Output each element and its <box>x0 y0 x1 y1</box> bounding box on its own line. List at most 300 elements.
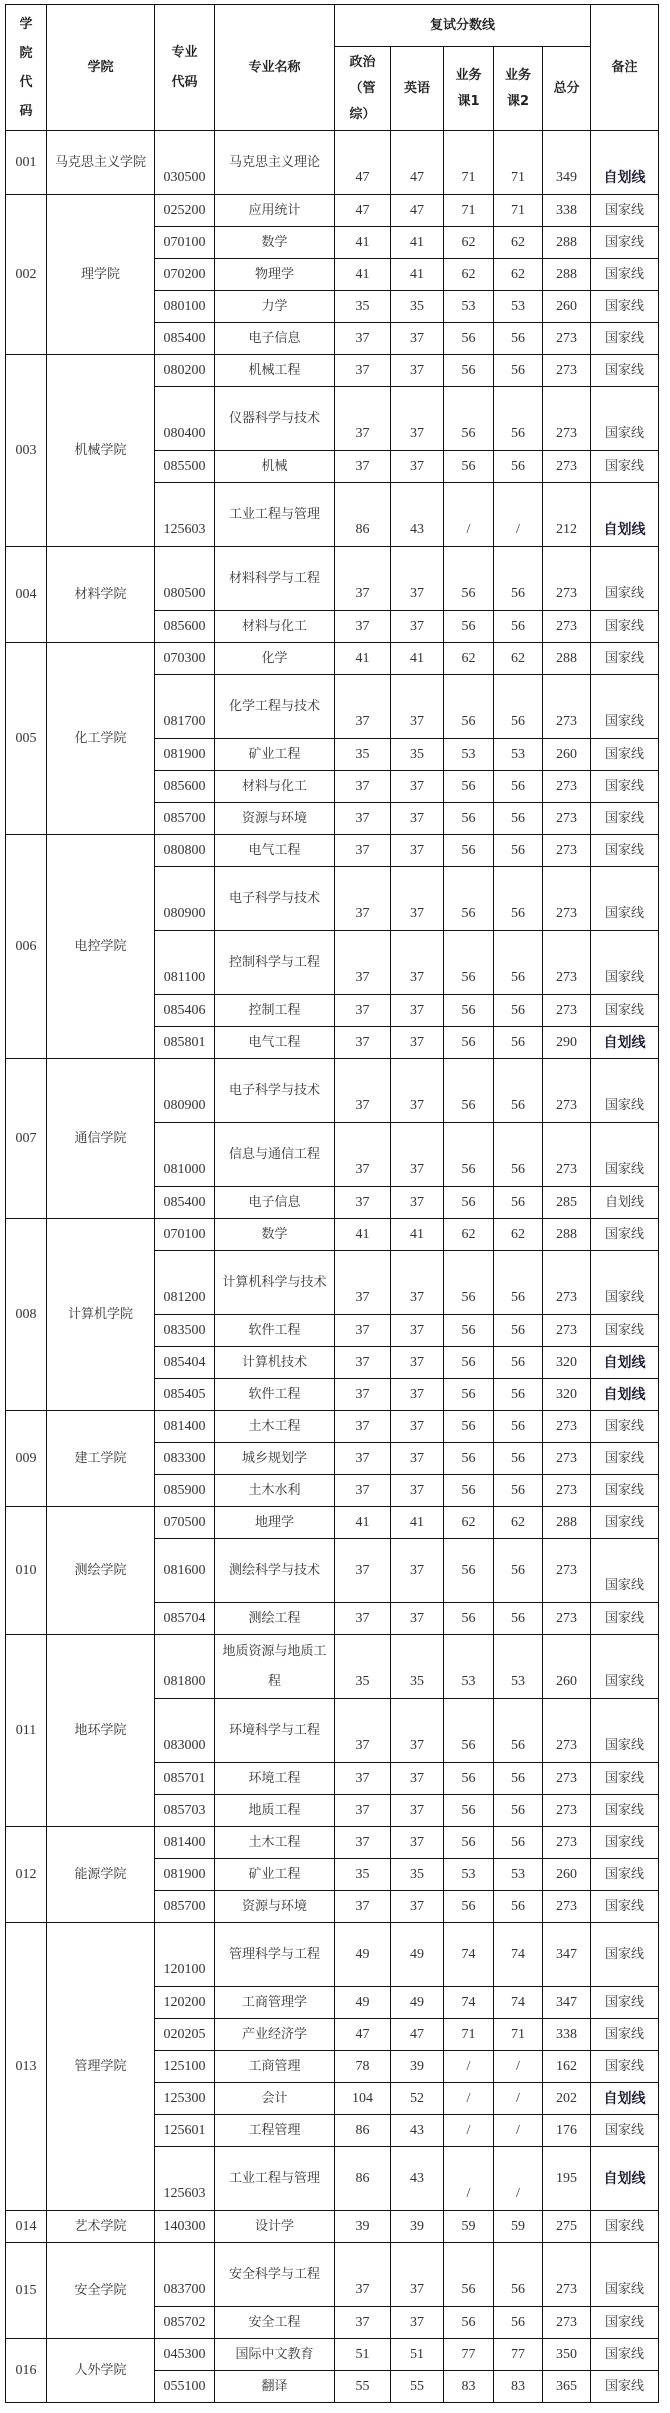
course2-score-cell: 71 <box>494 195 543 227</box>
total-score-cell: 273 <box>543 931 591 995</box>
course2-score-cell: 56 <box>494 1251 543 1315</box>
politics-score-cell: 37 <box>335 1763 391 1795</box>
note-cell: 自划线 <box>591 483 659 547</box>
major-name-cell: 物理学 <box>215 259 335 291</box>
politics-score-cell: 41 <box>335 1219 391 1251</box>
major-code-cell: 080900 <box>155 1059 215 1123</box>
total-score-cell: 288 <box>543 227 591 259</box>
major-code-cell: 085702 <box>155 2307 215 2339</box>
english-score-cell: 37 <box>391 2307 444 2339</box>
major-name-cell: 资源与环境 <box>215 1891 335 1923</box>
major-code-cell: 081100 <box>155 931 215 995</box>
english-score-cell: 37 <box>391 1443 444 1475</box>
total-score-cell: 212 <box>543 483 591 547</box>
course2-score-cell: 56 <box>494 611 543 643</box>
course2-score-cell: 56 <box>494 675 543 739</box>
course1-score-cell: 56 <box>444 1891 494 1923</box>
total-score-cell: 176 <box>543 2115 591 2147</box>
total-score-cell: 273 <box>543 1699 591 1763</box>
major-name-cell: 马克思主义理论 <box>215 131 335 195</box>
course1-score-cell: 62 <box>444 1507 494 1539</box>
total-score-cell: 273 <box>543 1315 591 1347</box>
course2-score-cell: 56 <box>494 387 543 451</box>
note-cell: 国家线 <box>591 1699 659 1763</box>
course2-score-cell: 56 <box>494 451 543 483</box>
major-code-cell: 085703 <box>155 1795 215 1827</box>
major-name-cell: 电子信息 <box>215 323 335 355</box>
course2-score-cell: 56 <box>494 867 543 931</box>
major-name-cell: 城乡规划学 <box>215 1443 335 1475</box>
major-code-cell: 030500 <box>155 131 215 195</box>
politics-score-cell: 37 <box>335 835 391 867</box>
course1-score-cell: 77 <box>444 2339 494 2371</box>
major-code-cell: 085500 <box>155 451 215 483</box>
total-score-cell: 273 <box>543 835 591 867</box>
major-name-cell: 矿业工程 <box>215 739 335 771</box>
total-score-cell: 288 <box>543 1507 591 1539</box>
note-cell: 国家线 <box>591 1411 659 1443</box>
course1-score-cell: 62 <box>444 227 494 259</box>
table-row <box>6 131 659 195</box>
college-name-cell: 电控学院 <box>47 835 155 1059</box>
major-name-cell: 材料与化工 <box>215 611 335 643</box>
english-score-cell: 55 <box>391 2371 444 2403</box>
major-code-cell: 080500 <box>155 547 215 611</box>
college-name-cell: 人外学院 <box>47 2339 155 2403</box>
note-cell: 国家线 <box>591 1859 659 1891</box>
note-cell: 国家线 <box>591 1443 659 1475</box>
major-code-cell: 080100 <box>155 291 215 323</box>
english-score-cell: 37 <box>391 675 444 739</box>
politics-score-cell: 37 <box>335 1123 391 1187</box>
course1-score-cell: / <box>444 2115 494 2147</box>
note-cell: 国家线 <box>591 259 659 291</box>
total-score-cell: 273 <box>543 1123 591 1187</box>
course2-score-cell: 56 <box>494 1763 543 1795</box>
total-score-cell: 273 <box>543 1763 591 1795</box>
major-code-cell: 070300 <box>155 643 215 675</box>
english-score-cell: 49 <box>391 1987 444 2019</box>
english-score-cell: 37 <box>391 1603 444 1635</box>
course1-score-cell: 56 <box>444 1059 494 1123</box>
course1-score-cell: 56 <box>444 2307 494 2339</box>
college-name-cell: 计算机学院 <box>47 1219 155 1411</box>
major-code-cell: 070100 <box>155 1219 215 1251</box>
college-code-cell: 012 <box>6 1827 47 1923</box>
note-cell: 国家线 <box>591 323 659 355</box>
retest-score-table <box>5 4 659 2403</box>
major-code-cell: 125300 <box>155 2083 215 2115</box>
header-major-code <box>155 5 215 131</box>
header-char: 代 <box>19 74 33 90</box>
college-name-cell: 通信学院 <box>47 1059 155 1219</box>
major-name-cell: 力学 <box>215 291 335 323</box>
course1-score-cell: 56 <box>444 1251 494 1315</box>
course2-score-cell: 56 <box>494 803 543 835</box>
course1-score-cell: 56 <box>444 1763 494 1795</box>
course2-score-cell: 56 <box>494 1123 543 1187</box>
note-cell: 国家线 <box>591 1059 659 1123</box>
politics-score-cell: 41 <box>335 643 391 675</box>
college-code-cell: 011 <box>6 1635 47 1827</box>
politics-score-cell: 37 <box>335 1027 391 1059</box>
course1-score-cell: 56 <box>444 803 494 835</box>
note-cell: 国家线 <box>591 1219 659 1251</box>
course1-score-cell: 56 <box>444 1347 494 1379</box>
english-score-cell: 47 <box>391 2019 444 2051</box>
table-row <box>6 1635 659 1699</box>
college-code-cell: 014 <box>6 2211 47 2243</box>
course2-score-cell: 59 <box>494 2211 543 2243</box>
course1-score-cell: / <box>444 2083 494 2115</box>
course1-score-cell: 56 <box>444 675 494 739</box>
note-cell: 国家线 <box>591 1315 659 1347</box>
politics-score-cell: 37 <box>335 675 391 739</box>
note-cell: 国家线 <box>591 1603 659 1635</box>
english-score-cell: 37 <box>391 355 444 387</box>
major-name-cell: 环境工程 <box>215 1763 335 1795</box>
major-code-cell: 070200 <box>155 259 215 291</box>
major-name-cell: 测绘科学与技术 <box>215 1539 335 1603</box>
college-name-cell: 马克思主义学院 <box>47 131 155 195</box>
major-name-cell: 工商管理学 <box>215 1987 335 2019</box>
college-code-cell: 007 <box>6 1059 47 1219</box>
note-cell: 国家线 <box>591 2051 659 2083</box>
course2-score-cell: / <box>494 2147 543 2211</box>
note-cell: 国家线 <box>591 2211 659 2243</box>
major-code-cell: 083700 <box>155 2243 215 2307</box>
note-cell: 国家线 <box>591 739 659 771</box>
note-cell: 国家线 <box>591 1539 659 1603</box>
course2-score-cell: 62 <box>494 1507 543 1539</box>
course2-score-cell: 56 <box>494 1475 543 1507</box>
english-score-cell: 41 <box>391 259 444 291</box>
politics-score-cell: 41 <box>335 1507 391 1539</box>
major-code-cell: 085701 <box>155 1763 215 1795</box>
note-cell: 自划线 <box>591 2147 659 2211</box>
table-row <box>6 1923 659 1987</box>
note-cell: 国家线 <box>591 995 659 1027</box>
politics-score-cell: 37 <box>335 355 391 387</box>
total-score-cell: 273 <box>543 1827 591 1859</box>
total-score-cell: 338 <box>543 195 591 227</box>
note-cell: 自划线 <box>591 1187 659 1219</box>
politics-score-cell: 37 <box>335 1891 391 1923</box>
score-table-container <box>5 4 659 2403</box>
header-line: 综） <box>349 106 376 122</box>
major-code-cell: 081000 <box>155 1123 215 1187</box>
course1-score-cell: 56 <box>444 1827 494 1859</box>
course2-score-cell: 56 <box>494 1795 543 1827</box>
politics-score-cell: 86 <box>335 2147 391 2211</box>
course1-score-cell: 56 <box>444 611 494 643</box>
politics-score-cell: 86 <box>335 483 391 547</box>
major-name-cell: 土木工程 <box>215 1827 335 1859</box>
course1-score-cell: 56 <box>444 1315 494 1347</box>
college-code-cell: 009 <box>6 1411 47 1507</box>
course2-score-cell: 53 <box>494 1859 543 1891</box>
course1-score-cell: 56 <box>444 995 494 1027</box>
english-score-cell: 35 <box>391 291 444 323</box>
total-score-cell: 273 <box>543 1603 591 1635</box>
course2-score-cell: 56 <box>494 2307 543 2339</box>
major-code-cell: 083000 <box>155 1699 215 1763</box>
note-cell: 国家线 <box>591 2115 659 2147</box>
course1-score-cell: 83 <box>444 2371 494 2403</box>
english-score-cell: 41 <box>391 1219 444 1251</box>
total-score-cell: 273 <box>543 1891 591 1923</box>
english-score-cell: 47 <box>391 195 444 227</box>
course1-score-cell: 56 <box>444 451 494 483</box>
course2-score-cell: 62 <box>494 227 543 259</box>
course1-score-cell: 71 <box>444 131 494 195</box>
total-score-cell: 347 <box>543 1923 591 1987</box>
course2-score-cell: 74 <box>494 1987 543 2019</box>
note-cell: 自划线 <box>591 2083 659 2115</box>
major-name-cell: 工业工程与管理 <box>215 483 335 547</box>
course2-score-cell: 56 <box>494 1315 543 1347</box>
major-code-cell: 085400 <box>155 323 215 355</box>
course1-score-cell: 56 <box>444 1411 494 1443</box>
note-cell: 国家线 <box>591 227 659 259</box>
course2-score-cell: 56 <box>494 1187 543 1219</box>
course2-score-cell: 56 <box>494 323 543 355</box>
politics-score-cell: 47 <box>335 195 391 227</box>
politics-score-cell: 37 <box>335 547 391 611</box>
table-row <box>6 1059 659 1123</box>
major-name-cell: 控制工程 <box>215 995 335 1027</box>
total-score-cell: 288 <box>543 1219 591 1251</box>
header-line: （管 <box>349 80 376 96</box>
major-code-cell: 080200 <box>155 355 215 387</box>
total-score-cell: 273 <box>543 451 591 483</box>
politics-score-cell: 37 <box>335 1059 391 1123</box>
college-name-cell: 能源学院 <box>47 1827 155 1923</box>
major-code-cell: 070100 <box>155 227 215 259</box>
politics-score-cell: 47 <box>335 131 391 195</box>
major-code-cell: 085406 <box>155 995 215 1027</box>
major-code-cell: 080900 <box>155 867 215 931</box>
politics-score-cell: 35 <box>335 1635 391 1699</box>
note-cell: 自划线 <box>591 1379 659 1411</box>
politics-score-cell: 37 <box>335 323 391 355</box>
college-code-cell: 006 <box>6 835 47 1059</box>
note-cell: 国家线 <box>591 771 659 803</box>
major-code-cell: 081200 <box>155 1251 215 1315</box>
header-line: 政治 <box>349 54 376 70</box>
course1-score-cell: 62 <box>444 643 494 675</box>
course1-score-cell: 56 <box>444 355 494 387</box>
english-score-cell: 37 <box>391 387 444 451</box>
english-score-cell: 43 <box>391 483 444 547</box>
english-score-cell: 37 <box>391 1891 444 1923</box>
table-row <box>6 1827 659 1859</box>
course2-score-cell: 56 <box>494 995 543 1027</box>
english-score-cell: 37 <box>391 1347 444 1379</box>
english-score-cell: 37 <box>391 451 444 483</box>
header-score-group: 复试分数线 <box>335 5 591 47</box>
politics-score-cell: 37 <box>335 1603 391 1635</box>
header-line: 业务 <box>504 67 531 83</box>
politics-score-cell: 37 <box>335 1347 391 1379</box>
english-score-cell: 37 <box>391 611 444 643</box>
major-name-cell: 材料科学与工程 <box>215 547 335 611</box>
total-score-cell: 273 <box>543 355 591 387</box>
course2-score-cell: 77 <box>494 2339 543 2371</box>
course2-score-cell: 53 <box>494 291 543 323</box>
major-code-cell: 085700 <box>155 1891 215 1923</box>
major-code-cell: 081800 <box>155 1635 215 1699</box>
english-score-cell: 47 <box>391 131 444 195</box>
note-cell: 国家线 <box>591 451 659 483</box>
course2-score-cell: 62 <box>494 259 543 291</box>
english-score-cell: 37 <box>391 1827 444 1859</box>
course1-score-cell: 53 <box>444 291 494 323</box>
note-cell: 国家线 <box>591 1475 659 1507</box>
politics-score-cell: 78 <box>335 2051 391 2083</box>
english-score-cell: 37 <box>391 803 444 835</box>
total-score-cell: 273 <box>543 1251 591 1315</box>
major-code-cell: 085405 <box>155 1379 215 1411</box>
course2-score-cell: 56 <box>494 1539 543 1603</box>
table-row <box>6 2211 659 2243</box>
college-name-cell: 理学院 <box>47 195 155 355</box>
college-code-cell: 005 <box>6 643 47 835</box>
english-score-cell: 35 <box>391 1635 444 1699</box>
major-code-cell: 085600 <box>155 611 215 643</box>
politics-score-cell: 37 <box>335 1379 391 1411</box>
total-score-cell: 349 <box>543 131 591 195</box>
note-cell: 自划线 <box>591 131 659 195</box>
course1-score-cell: 56 <box>444 547 494 611</box>
note-cell: 国家线 <box>591 675 659 739</box>
major-code-cell: 083300 <box>155 1443 215 1475</box>
major-name-cell: 资源与环境 <box>215 803 335 835</box>
major-name-cell: 数学 <box>215 227 335 259</box>
major-name-cell: 化学工程与技术 <box>215 675 335 739</box>
politics-score-cell: 37 <box>335 1187 391 1219</box>
major-code-cell: 125100 <box>155 2051 215 2083</box>
course2-score-cell: 56 <box>494 1027 543 1059</box>
major-code-cell: 045300 <box>155 2339 215 2371</box>
english-score-cell: 52 <box>391 2083 444 2115</box>
note-cell: 国家线 <box>591 1923 659 1987</box>
course2-score-cell: 56 <box>494 1059 543 1123</box>
english-score-cell: 37 <box>391 771 444 803</box>
major-name-cell: 会计 <box>215 2083 335 2115</box>
major-name-cell: 软件工程 <box>215 1379 335 1411</box>
course1-score-cell: 56 <box>444 771 494 803</box>
major-code-cell: 085801 <box>155 1027 215 1059</box>
total-score-cell: 273 <box>543 2307 591 2339</box>
english-score-cell: 37 <box>391 1475 444 1507</box>
course1-score-cell: 56 <box>444 931 494 995</box>
course2-score-cell: 56 <box>494 1699 543 1763</box>
major-code-cell: 055100 <box>155 2371 215 2403</box>
note-cell: 国家线 <box>591 2243 659 2307</box>
english-score-cell: 37 <box>391 1379 444 1411</box>
english-score-cell: 37 <box>391 1795 444 1827</box>
major-name-cell: 仪器科学与技术 <box>215 387 335 451</box>
course1-score-cell: 56 <box>444 1539 494 1603</box>
major-name-cell: 软件工程 <box>215 1315 335 1347</box>
major-name-cell: 电子科学与技术 <box>215 867 335 931</box>
header-line: 专业 <box>171 44 198 60</box>
total-score-cell: 273 <box>543 803 591 835</box>
major-code-cell: 085900 <box>155 1475 215 1507</box>
course1-score-cell: 56 <box>444 1795 494 1827</box>
total-score-cell: 273 <box>543 1443 591 1475</box>
english-score-cell: 37 <box>391 1187 444 1219</box>
english-score-cell: 41 <box>391 643 444 675</box>
total-score-cell: 320 <box>543 1347 591 1379</box>
english-score-cell: 37 <box>391 1763 444 1795</box>
total-score-cell: 275 <box>543 2211 591 2243</box>
politics-score-cell: 37 <box>335 867 391 931</box>
major-code-cell: 081900 <box>155 1859 215 1891</box>
major-name-cell: 翻译 <box>215 2371 335 2403</box>
course1-score-cell: / <box>444 483 494 547</box>
total-score-cell: 273 <box>543 1539 591 1603</box>
total-score-cell: 347 <box>543 1987 591 2019</box>
politics-score-cell: 55 <box>335 2371 391 2403</box>
english-score-cell: 39 <box>391 2051 444 2083</box>
total-score-cell: 273 <box>543 611 591 643</box>
table-row <box>6 643 659 675</box>
note-cell: 国家线 <box>591 547 659 611</box>
table-row <box>6 2243 659 2307</box>
course2-score-cell: 62 <box>494 643 543 675</box>
total-score-cell: 260 <box>543 291 591 323</box>
course1-score-cell: 59 <box>444 2211 494 2243</box>
total-score-cell: 273 <box>543 1059 591 1123</box>
header-char: 院 <box>19 45 33 61</box>
major-code-cell: 125601 <box>155 2115 215 2147</box>
politics-score-cell: 37 <box>335 2307 391 2339</box>
major-name-cell: 电子科学与技术 <box>215 1059 335 1123</box>
course1-score-cell: 62 <box>444 1219 494 1251</box>
politics-score-cell: 37 <box>335 771 391 803</box>
note-cell: 国家线 <box>591 931 659 995</box>
total-score-cell: 260 <box>543 1859 591 1891</box>
politics-score-cell: 37 <box>335 1475 391 1507</box>
total-score-cell: 260 <box>543 739 591 771</box>
header-line: 课2 <box>506 93 530 109</box>
table-row <box>6 547 659 611</box>
header-note: 备注 <box>591 5 659 131</box>
major-name-cell: 土木水利 <box>215 1475 335 1507</box>
english-score-cell: 37 <box>391 1251 444 1315</box>
course2-score-cell: 56 <box>494 1603 543 1635</box>
english-score-cell: 37 <box>391 867 444 931</box>
total-score-cell: 273 <box>543 2243 591 2307</box>
course2-score-cell: 56 <box>494 547 543 611</box>
course2-score-cell: / <box>494 2083 543 2115</box>
politics-score-cell: 86 <box>335 2115 391 2147</box>
politics-score-cell: 37 <box>335 931 391 995</box>
course2-score-cell: 56 <box>494 1443 543 1475</box>
college-code-cell: 010 <box>6 1507 47 1635</box>
table-row <box>6 1411 659 1443</box>
politics-score-cell: 37 <box>335 1315 391 1347</box>
note-cell: 国家线 <box>591 2019 659 2051</box>
major-name-cell: 设计学 <box>215 2211 335 2243</box>
course1-score-cell: 56 <box>444 1379 494 1411</box>
course2-score-cell: 56 <box>494 771 543 803</box>
total-score-cell: 285 <box>543 1187 591 1219</box>
note-cell: 国家线 <box>591 2307 659 2339</box>
total-score-cell: 273 <box>543 1411 591 1443</box>
